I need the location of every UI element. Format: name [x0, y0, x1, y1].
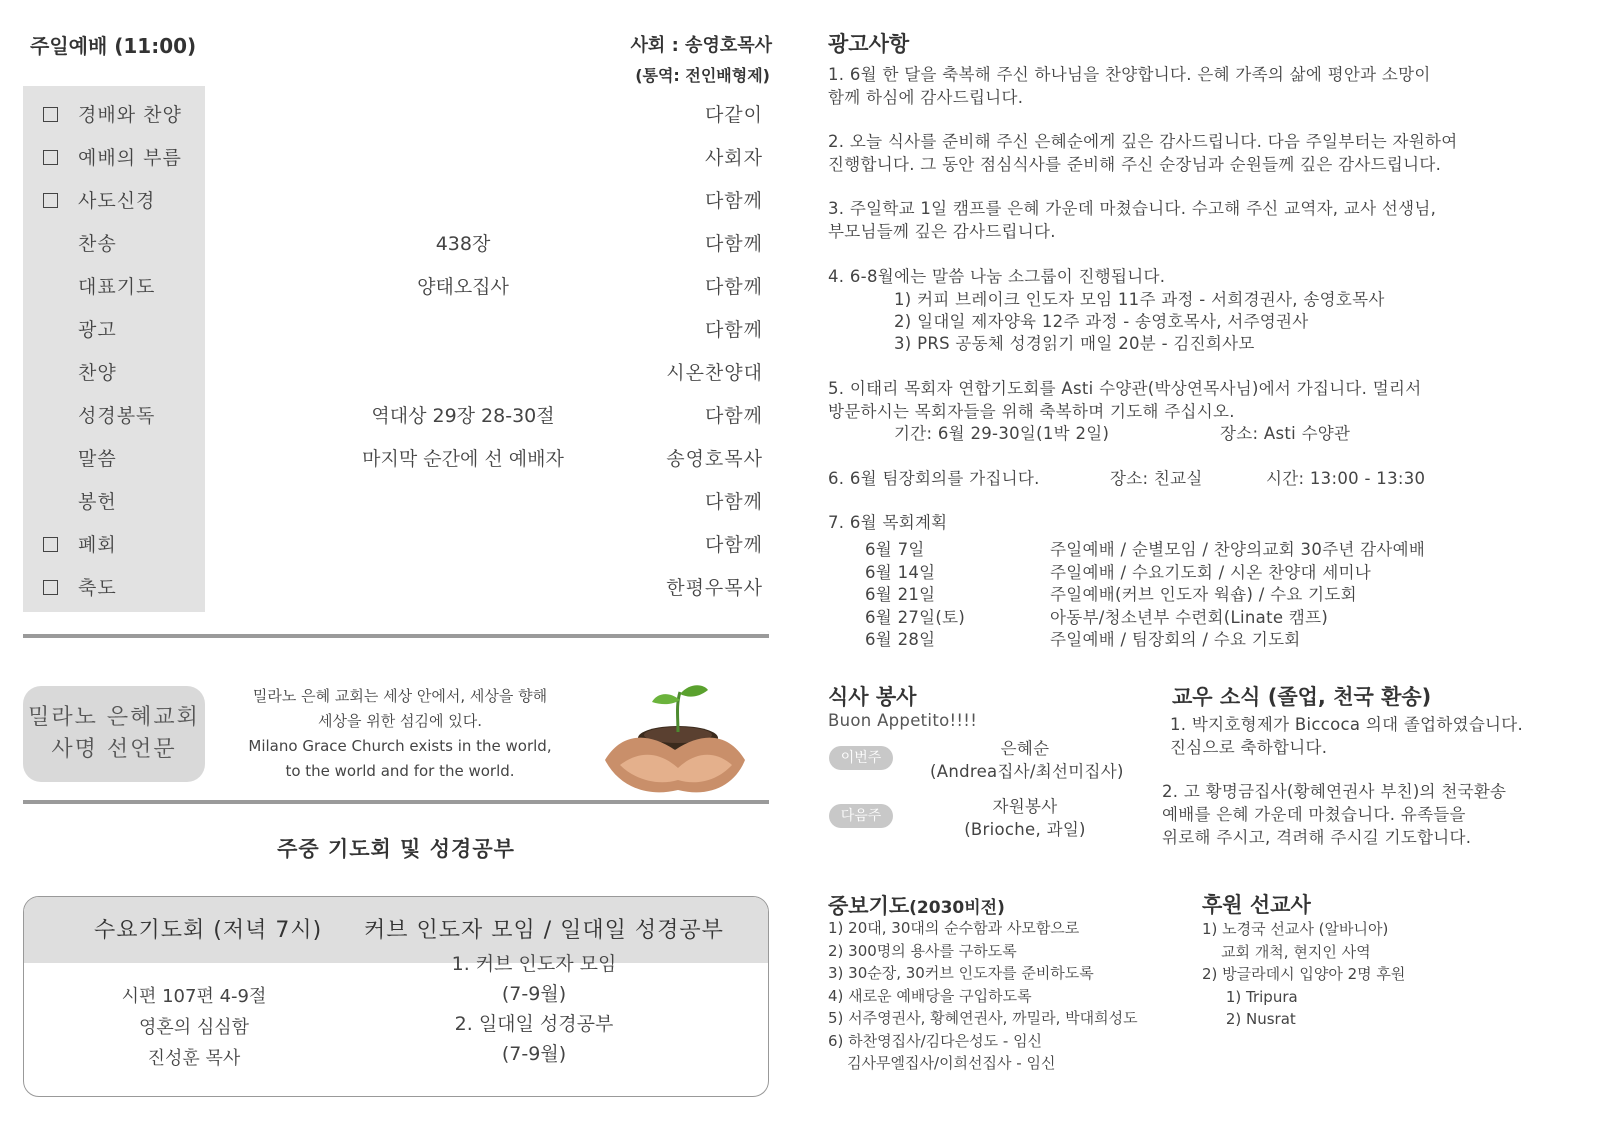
schedule-event: 주일예배(커브 인도자 웍숍) / 수요 기도회 [1050, 585, 1357, 604]
announcement-subline: 기간: 6월 29-30일(1박 2일) [894, 424, 1110, 443]
order-item-name: 광고 [78, 319, 117, 341]
news-line: 진심으로 축하합니다. [1170, 738, 1328, 757]
order-item-by: 사회자 [704, 147, 763, 169]
order-item-by: 다함께 [704, 190, 763, 212]
this-week-badge: 이번주 [829, 746, 893, 770]
order-item-detail: 역대상 29장 28-30절 [371, 405, 555, 427]
list-item: 6) 하찬영집사/김다은성도 - 임신 [828, 1031, 1043, 1050]
mission-en-line2: to the world and for the world. [285, 762, 515, 780]
order-item-name: 대표기도 [78, 276, 156, 298]
service-title: 주일예배 (11:00) [30, 34, 197, 58]
order-item-name: 폐회 [78, 534, 117, 556]
announcement-line: 함께 하심에 감사드립니다. [828, 88, 1024, 107]
announcement-subline: 장소: Asti 수양관 [1220, 424, 1351, 443]
news-line: 2. 고 황명금집사(황혜연권사 부친)의 천국환송 [1162, 782, 1507, 801]
news-line: 예배를 은혜 가운데 마쳤습니다. 유족들을 [1162, 805, 1466, 824]
order-row [23, 100, 763, 130]
divider-top [23, 634, 769, 638]
announcement-line: 5. 이태리 목회자 연합기도회를 Asti 수양관(박상연목사님)에서 가집니다. 멀리서 [828, 379, 1422, 398]
intercession-title-wrap [828, 890, 1005, 920]
checkbox-icon [43, 150, 58, 165]
order-item-name: 사도신경 [78, 190, 156, 212]
order-item-by: 다함께 [704, 405, 763, 427]
announcement-line: 3. 주일학교 1일 캠프를 은혜 가운데 마쳤습니다. 수고해 주신 교역자, 교사 선생님, [828, 199, 1437, 218]
intercession-title-suffix: (2030비전) [909, 898, 1005, 918]
order-item-name: 경배와 찬양 [78, 104, 182, 126]
prayer-col2-body [404, 949, 664, 1069]
announcement-line: 4. 6-8월에는 말씀 나눔 소그룹이 진행됩니다. [828, 267, 1166, 286]
mission-ko-line1: 밀라노 은혜 교회는 세상 안에서, 세상을 향해 [252, 687, 548, 705]
order-item-name: 예배의 부름 [78, 147, 182, 169]
prayer-col1-line: 영혼의 심심함 [138, 1017, 250, 1038]
order-row [23, 487, 763, 517]
meal-title: 식사 봉사 [828, 685, 917, 709]
order-item-by: 다함께 [704, 534, 763, 556]
service-interpreter: (통역: 전인배형제) [635, 66, 770, 85]
mission-statement [215, 684, 585, 784]
list-item: 2) 방글라데시 입양아 2명 후원 [1202, 965, 1406, 983]
announcement-line: 방문하시는 목회자들을 위해 축복하며 기도해 주십시오. [828, 402, 1235, 421]
list-item: 3) 30순장, 30커브 인도자를 준비하도록 [828, 964, 1094, 982]
next-week-badge: 다음주 [829, 804, 893, 828]
meal-next-week-team: 자원봉사 [992, 797, 1058, 816]
order-item-by: 다함께 [704, 491, 763, 513]
checkbox-icon [43, 580, 58, 595]
order-item-by: 다같이 [704, 104, 763, 126]
meal-subtitle: Buon Appetito!!!! [828, 711, 978, 730]
prayer-col2-line: 2. 일대일 성경공부 [454, 1013, 614, 1035]
order-item-by: 다함께 [704, 233, 763, 255]
schedule-event: 아동부/청소년부 수련회(Linate 캠프) [1050, 607, 1329, 627]
schedule-date: 6월 21일 [865, 585, 936, 604]
prayer-col2-line: (7-9월) [501, 1043, 567, 1065]
list-item: 김사무엘집사/이희선집사 - 임신 [828, 1054, 1056, 1072]
mission-en-line1: Milano Grace Church exists in the world, [248, 737, 552, 755]
schedule-event: 주일예배 / 순별모임 / 찬양의교회 30주년 감사예배 [1050, 540, 1426, 559]
announcement-line: 2. 오늘 식사를 준비해 주신 은혜순에게 깊은 감사드립니다. 다음 주일부터는 자원하여 [828, 132, 1458, 151]
announcement-line: 1. 6월 한 달을 축복해 주신 하나님을 찬양합니다. 은혜 가족의 삶에 평안과 소망이 [828, 65, 1431, 84]
prayer-col1-body [64, 981, 324, 1074]
mission-badge [23, 686, 205, 782]
order-item-name: 찬송 [78, 233, 117, 255]
announcement-line: 7. 6월 목회계획 [828, 513, 948, 532]
prayer-col1-line: 진성훈 목사 [147, 1048, 241, 1069]
mission-badge-line1: 밀라노 은혜교회 [28, 705, 200, 730]
order-row [23, 444, 763, 474]
order-item-name: 성경봉독 [78, 405, 156, 427]
checkbox-icon [43, 107, 58, 122]
prayer-col2-header: 커브 인도자 모임 / 일대일 성경공부 [364, 918, 724, 943]
news-title: 교우 소식 (졸업, 천국 환송) [1172, 685, 1432, 709]
order-item-name: 찬양 [78, 362, 117, 384]
meal-this-week-team: 은혜순 [1000, 739, 1050, 758]
schedule-date: 6월 7일 [865, 540, 925, 559]
news-line: 위로해 주시고, 격려해 주시길 기도합니다. [1162, 828, 1472, 847]
prayer-col1-line: 시편 107편 4-9절 [121, 986, 267, 1007]
order-item-by: 다함께 [704, 319, 763, 341]
list-item: 1) 20대, 30대의 순수함과 사모함으로 [828, 919, 1080, 937]
meal-this-week-names: (Andrea집사/최선미집사) [930, 762, 1124, 781]
list-item: 4) 새로운 예배당을 구입하도록 [828, 986, 1032, 1005]
prayer-col2-line: (7-9월) [501, 983, 567, 1005]
schedule-date: 6월 14일 [865, 562, 936, 582]
prayer-col1-header: 수요기도회 (저녁 7시) [94, 918, 323, 943]
announcement-subline: 3) PRS 공동체 성경읽기 매일 20분 - 김진희사모 [894, 334, 1255, 353]
list-item: 1) Tripura [1202, 987, 1298, 1006]
order-row [23, 530, 763, 560]
list-item: 교회 개척, 현지인 사역 [1202, 942, 1371, 961]
order-item-name: 봉헌 [78, 491, 117, 513]
prayer-schedule-table [23, 896, 769, 1097]
announcements-title: 광고사항 [828, 32, 910, 56]
schedule-date: 6월 28일 [865, 630, 936, 649]
missionary-title: 후원 선교사 [1202, 893, 1311, 917]
list-item: 2) 300명의 용사를 구하도록 [828, 941, 1017, 960]
announcement-line: 진행합니다. 그 동안 점심식사를 준비해 주신 순장님과 순원들께 깊은 감사드립니다. [828, 155, 1442, 174]
announcement-line: 6. 6월 팀장회의를 가집니다. [828, 469, 1040, 488]
mission-ko-line2: 세상을 위한 섬김에 있다. [318, 712, 482, 730]
news-line: 1. 박지호형제가 Biccoca 의대 졸업하였습니다. [1170, 715, 1524, 734]
order-row [23, 229, 763, 259]
order-row [23, 272, 763, 302]
order-item-name: 축도 [78, 577, 117, 599]
order-item-detail: 양태오집사 [417, 276, 509, 298]
announcement-line: 장소: 친교실 [1110, 469, 1203, 488]
prayer-col2-line: 1. 커브 인도자 모임 [451, 953, 617, 975]
order-item-by: 다함께 [704, 276, 763, 298]
order-item-name: 말씀 [78, 448, 117, 470]
announcement-subline: 1) 커피 브레이크 인도자 모임 11주 과정 - 서희경권사, 송영호목사 [894, 290, 1385, 309]
order-item-by: 송영호목사 [666, 448, 763, 470]
order-row [23, 315, 763, 345]
list-item: 2) Nusrat [1202, 1010, 1296, 1028]
announcement-line: 시간: 13:00 - 13:30 [1266, 469, 1426, 488]
order-row [23, 143, 763, 173]
intercession-title: 중보기도 [828, 894, 910, 918]
order-row [23, 186, 763, 216]
announcement-line: 부모님들께 깊은 감사드립니다. [828, 222, 1056, 241]
order-item-detail: 마지막 순간에 선 예배자 [362, 448, 564, 470]
meal-next-week-items: (Brioche, 과일) [964, 820, 1086, 839]
hands-sprout-icon [600, 680, 750, 810]
order-row [23, 573, 763, 603]
order-item-by: 시온찬양대 [666, 362, 763, 384]
schedule-event: 주일예배 / 수요기도회 / 시온 찬양대 세미나 [1050, 562, 1372, 582]
announcement-subline: 2) 일대일 제자양육 12주 과정 - 송영호목사, 서주영권사 [894, 312, 1309, 331]
mission-badge-line2: 사명 선언문 [51, 737, 177, 762]
service-leader: 사회 : 송영호목사 [630, 35, 772, 56]
list-item: 1) 노경국 선교사 (알바니아) [1202, 920, 1389, 938]
schedule-date: 6월 27일(토) [865, 607, 966, 627]
order-item-detail: 438장 [435, 233, 491, 255]
prayer-section-title: 주중 기도회 및 성경공부 [277, 837, 515, 861]
order-row [23, 358, 763, 388]
list-item: 5) 서주영권사, 황혜연권사, 까밀라, 박대희성도 [828, 1009, 1138, 1027]
order-row [23, 401, 763, 431]
checkbox-icon [43, 193, 58, 208]
schedule-event: 주일예배 / 팀장회의 / 수요 기도회 [1050, 630, 1301, 649]
checkbox-icon [43, 537, 58, 552]
divider-bottom [23, 800, 769, 804]
order-item-by: 한평우목사 [666, 577, 763, 599]
